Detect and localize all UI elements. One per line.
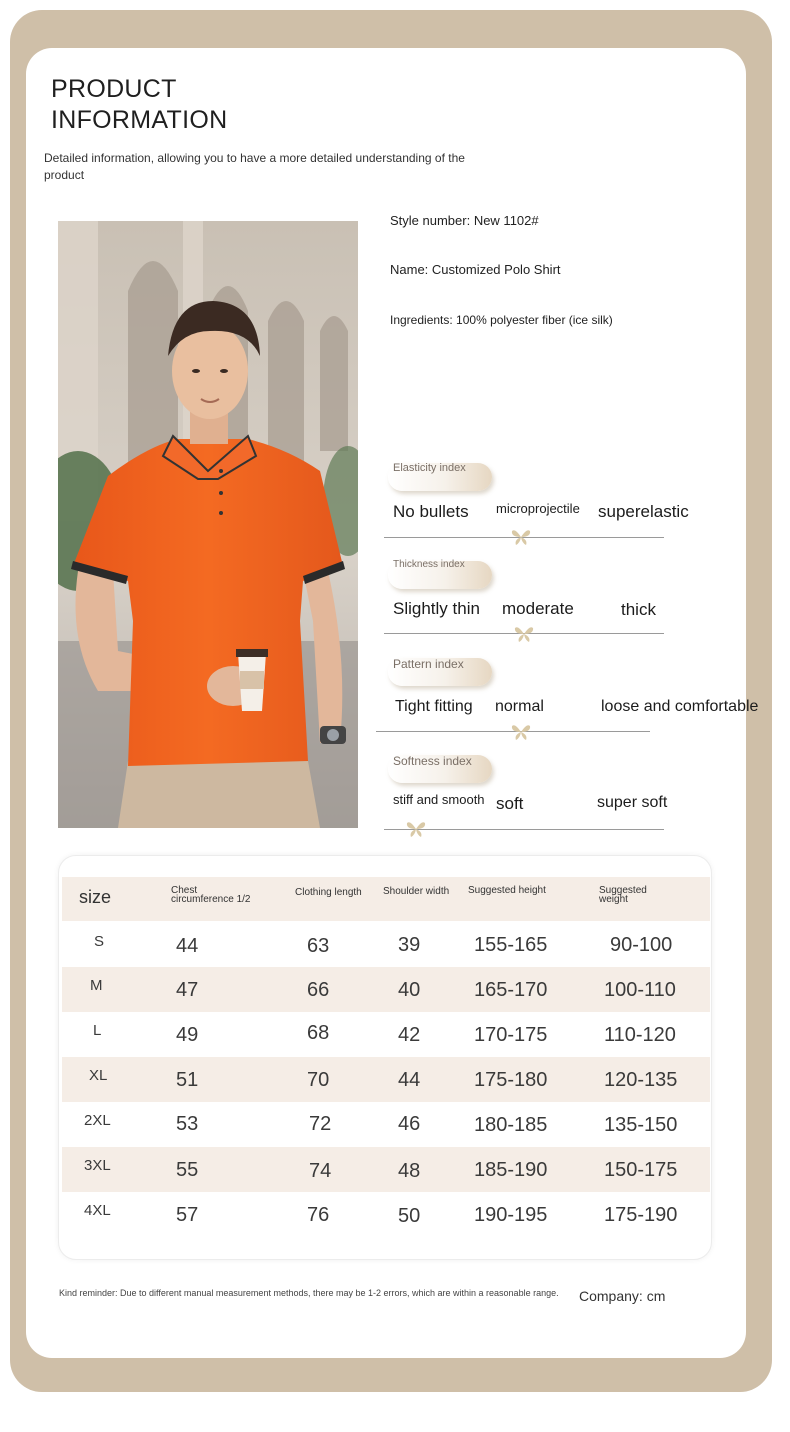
length-cell: 76 <box>307 1204 330 1226</box>
length-cell: 68 <box>307 1022 330 1044</box>
elasticity-index-label: Elasticity index <box>393 462 466 474</box>
weight-cell: 100-110 <box>604 979 676 1001</box>
length-cell: 66 <box>307 979 330 1001</box>
shoulder-cell: 44 <box>398 1069 421 1091</box>
chest-cell: 49 <box>176 1024 199 1046</box>
weight-cell: 90-100 <box>610 934 673 956</box>
size-cell: L <box>93 1022 102 1039</box>
pattern-index-label: Pattern index <box>393 657 464 671</box>
shoulder-cell: 50 <box>398 1205 421 1227</box>
product-photo <box>58 221 358 828</box>
size-cell: 3XL <box>84 1157 111 1174</box>
pattern-option-normal: normal <box>495 698 544 715</box>
weight-cell: 150-175 <box>604 1159 678 1181</box>
length-cell: 63 <box>307 935 330 957</box>
unit-label: Company: cm <box>579 1288 666 1304</box>
chest-cell: 55 <box>176 1159 199 1181</box>
page-subtitle: Detailed information, allowing you to have a more detailed understanding of the product <box>44 151 465 182</box>
shoulder-cell: 48 <box>398 1160 421 1182</box>
softness-option-stiff-smooth: stiff and smooth <box>393 792 485 807</box>
size-cell: 4XL <box>84 1202 111 1219</box>
height-cell: 175-180 <box>474 1069 548 1091</box>
page-title <box>51 74 227 136</box>
weight-cell: 110-120 <box>604 1024 676 1046</box>
header-chest: Chest circumference 1/2 <box>171 885 251 905</box>
shoulder-cell: 40 <box>398 979 421 1001</box>
size-cell: XL <box>89 1067 108 1084</box>
thickness-option-thick: thick <box>621 600 656 619</box>
weight-cell: 120-135 <box>604 1069 678 1091</box>
header-height: Suggested height <box>468 885 546 896</box>
length-cell: 74 <box>309 1160 332 1182</box>
size-cell: 2XL <box>84 1112 111 1129</box>
weight-cell: 135-150 <box>604 1114 678 1136</box>
length-cell: 70 <box>307 1069 330 1091</box>
title-line-1: PRODUCT <box>51 75 177 103</box>
measurement-reminder: Kind reminder: Due to different manual measurement methods, there may be 1-2 errors, which are within a reasonable range. <box>59 1288 559 1298</box>
height-cell: 170-175 <box>474 1024 548 1046</box>
header-size: size <box>79 887 112 907</box>
height-cell: 180-185 <box>474 1114 548 1136</box>
thickness-butterfly-icon <box>514 625 534 643</box>
thickness-option-moderate: moderate <box>502 599 574 618</box>
chest-cell: 57 <box>176 1204 199 1226</box>
chest-cell: 44 <box>176 935 199 957</box>
pattern-option-loose: loose and comfortable <box>601 698 759 715</box>
title-line-2: INFORMATION <box>51 106 228 134</box>
size-cell: M <box>90 977 103 994</box>
thickness-option-slightly-thin: Slightly thin <box>393 599 480 618</box>
height-cell: 190-195 <box>474 1204 548 1226</box>
elasticity-option-microprojectile: microprojectile <box>496 501 580 516</box>
softness-butterfly-icon <box>406 820 426 838</box>
height-cell: 155-165 <box>474 934 548 956</box>
header-weight: Suggested weight <box>599 885 647 905</box>
size-cell: S <box>94 933 105 950</box>
header-length: Clothing length <box>295 887 362 898</box>
softness-option-soft: soft <box>496 794 524 813</box>
height-cell: 165-170 <box>474 979 548 1001</box>
chest-cell: 51 <box>176 1069 199 1091</box>
pattern-option-tight-fitting: Tight fitting <box>395 698 473 715</box>
shoulder-cell: 39 <box>398 934 421 956</box>
shoulder-cell: 42 <box>398 1024 421 1046</box>
softness-index-label: Softness index <box>393 754 472 768</box>
shoulder-cell: 46 <box>398 1113 421 1135</box>
pattern-butterfly-icon <box>511 723 531 741</box>
product-name: Name: Customized Polo Shirt <box>390 262 561 277</box>
elasticity-butterfly-icon <box>511 528 531 546</box>
elasticity-option-superelastic: superelastic <box>598 502 689 521</box>
chest-cell: 47 <box>176 979 199 1001</box>
weight-cell: 175-190 <box>604 1204 678 1226</box>
style-number: Style number: New 1102# <box>390 213 539 228</box>
length-cell: 72 <box>309 1113 332 1135</box>
height-cell: 185-190 <box>474 1159 548 1181</box>
ingredients: Ingredients: 100% polyester fiber (ice silk) <box>390 313 613 327</box>
elasticity-option-no-bullets: No bullets <box>393 502 469 521</box>
thickness-index-label: Thickness index <box>393 559 465 570</box>
softness-option-super-soft: super soft <box>597 794 668 811</box>
header-shoulder: Shoulder width <box>383 886 450 897</box>
chest-cell: 53 <box>176 1113 199 1135</box>
softness-scale-line <box>384 829 664 830</box>
